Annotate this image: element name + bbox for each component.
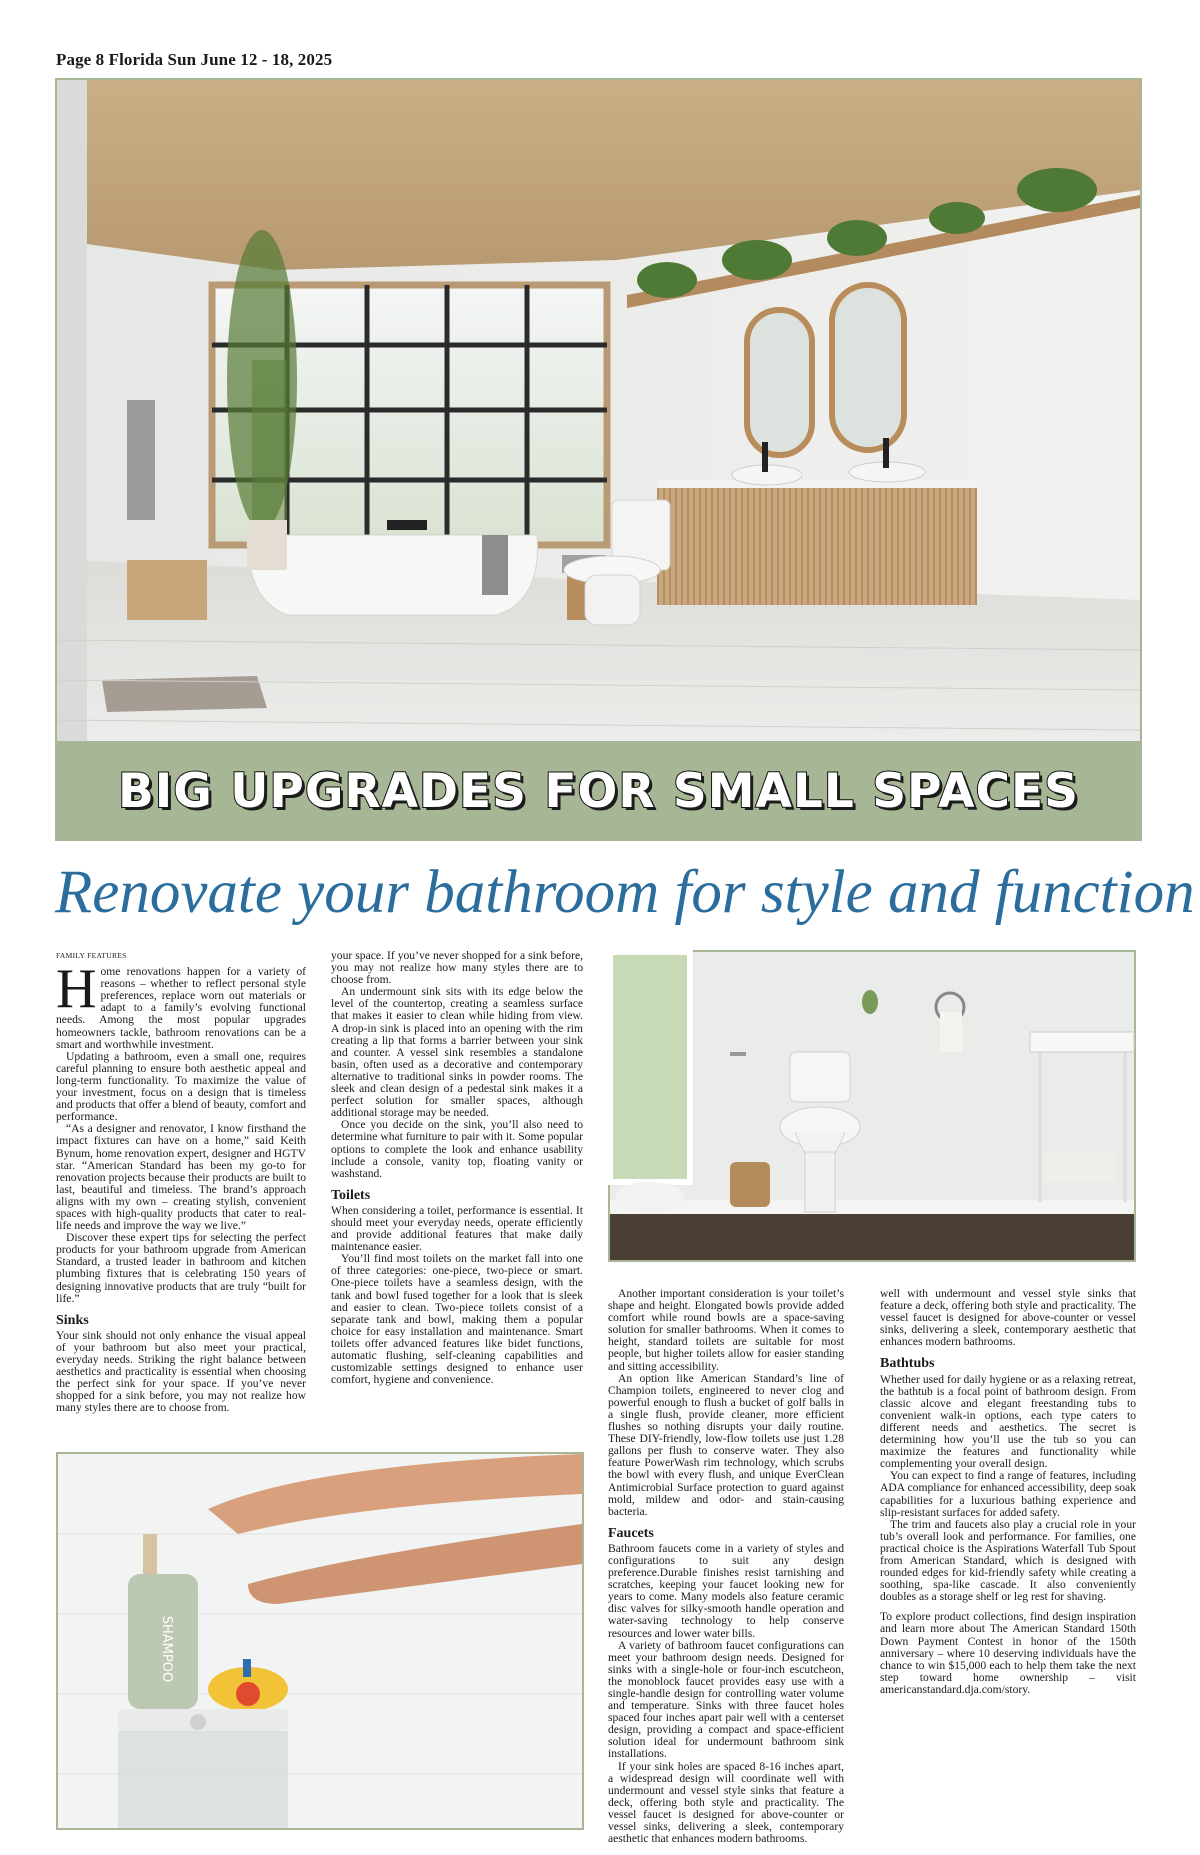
article-column-4 (880, 1288, 1136, 1696)
page-headline: BIG UPGRADES FOR SMALL SPACES (117, 763, 1079, 819)
article-column-2 (331, 950, 583, 1386)
bathtubs-heading: Bathtubs (880, 1356, 935, 1372)
hero-bathroom-photo (57, 80, 1140, 741)
shampoo-bottle-label: SHAMPOO (159, 1615, 174, 1683)
toilets-paragraph-1: When considering a toilet, performance is essential. It should meet your everyday needs, operate efficiently and provide additional features that make daily maintenance easier. (331, 1203, 583, 1254)
toilet-sink-photo (608, 950, 1136, 1262)
toilets-paragraph-4: An option like American Standard’s line of Champion toilets, engineered to never clog and powerful enough to flush a bucket of golf balls in a single flush, provide cleaner, more efficient flushes so nothing disrupts your daily routine. These DIY-friendly, low-flow toilets use just 1.28 gallons per flush to conserve water. They also feature PowerWash rim technology, which scrubs the bowl with every flush, and unique EverClean Antimicrobial Surface protection to guard against mold, mildew and odor- and stain-causing bacteria. (608, 1371, 844, 1518)
sinks-heading: Sinks (56, 1312, 89, 1328)
faucets-paragraph-3: If your sink holes are spaced 8-16 inches apart, a widespread design will coordinate well with undermount and vessel style sinks that feature a deck, offering both style and practicality. The vessel faucet is designed for above-counter or vessel sinks, delivering a sleek, contemporary aesthetic that enhances modern bathrooms. (608, 1759, 844, 1846)
dropcap: H (56, 958, 97, 1021)
bathtubs-paragraph-1: Whether used for daily hygiene or as a relaxing retreat, the bathtub is a focal point of bathroom design. From classic alcove and elegant freestanding tubs to convenient walk-in options, each type caters to different needs and aesthetics. The secret is determining how you’ll use the tub so you can maximize the features and functionality while complementing your overall design. (880, 1372, 1136, 1471)
sinks-paragraph-1-continued: your space. If you’ve never shopped for a sink before, you may not realize how many styles there are to choose from. (331, 949, 583, 987)
faucets-heading: Faucets (608, 1525, 654, 1541)
intro-paragraph-1: Home renovations happen for a variety of reasons – whether to reflect personal style preferences, replace worn out materials or adapt to a family’s evolving functional needs. Among the most popular upgrades homeowners tackle, bathroom renovations can be a smart and worthwhile investment. (56, 958, 306, 1051)
sinks-paragraph-2: An undermount sink sits with its edge below the level of the countertop, creating a seamless surface that makes it easier to clean while hiding from view. A drop-in sink is placed into an opening with the rim creating a lip that forms a barrier between your sink and counter. A vessel sink resembles a standalone basin, often used as a decorative and contemporary alternative to traditional sinks in powder rooms. The sleek and clean design of a pedestal sink makes it a perfect solution for smaller spaces, although additional storage may be needed. (331, 985, 583, 1120)
sinks-paragraph-1: Your sink should not only enhance the visual appeal of your bathroom but also meet your practical, everyday needs. Striking the right balance between aesthetics and practicality is essential when choosing the perfect sink for your space. If you’ve never shopped for a sink before, you may not realize how many styles there are to choose from. (56, 1328, 306, 1415)
article-column-3 (608, 1287, 844, 1846)
intro-paragraph-4: Discover these expert tips for selecting the perfect products for your bathroom upgrade from American Standard, a trusted leader in bathroom and kitchen plumbing fixtures that is celebrating 150 years of designing innovative products that are truly “built for life.” (56, 1231, 306, 1305)
faucets-paragraph-3-continued: well with undermount and vessel style sinks that feature a deck, offering both style and practicality. The vessel faucet is designed for above-counter or vessel sinks, delivering a sleek, contemporary aesthetic that enhances modern bathrooms. (880, 1287, 1136, 1349)
shampoo-photo (56, 1452, 584, 1830)
hero-frame (55, 78, 1142, 841)
page-subhead: Renovate your bathroom for style and function (55, 859, 1195, 926)
page-folio: Page 8 Florida Sun June 12 - 18, 2025 (56, 50, 333, 69)
toilets-heading: Toilets (331, 1187, 371, 1203)
faucets-paragraph-2: A variety of bathroom faucet configurations can meet your bathroom design needs. Designed for sinks with a single-hole or four-inch escutcheon, the monoblock faucet provides easy use with a single-handle design for controlling water volume and temperature. Sinks with three faucet holes spaced four inches apart pair well with a centerset design, providing a compact and space-efficient solution ideal for undermount bathroom sink installations. (608, 1638, 844, 1761)
toilets-paragraph-2: You’ll find most toilets on the market fall into one of three categories: one-piece, two-piece or smart. One-piece toilets have a seamless design, with the tank and bowl fused together for a look that is sleek and easier to clean. Two-piece toilets consist of a separate tank and bowl, making them a popular choice for easy installation and maintenance. Smart toilets offer advanced features like bidet functions, automatic flushing, self-cleaning capabilities and customizable settings designed to enhance user comfort, hygiene and convenience. (331, 1252, 583, 1387)
byline-credit: FAMILY FEATURES (56, 951, 127, 960)
bathtubs-paragraph-2: You can expect to find a range of features, including ADA compliance for enhanced accessibility, deep soak capabilities for a luxurious bathing experience and slip-resistant surfaces for added safety. (880, 1469, 1136, 1519)
bathtubs-paragraph-3: The trim and faucets also play a crucial role in your tub’s overall look and performance. For families, one practical choice is the Aspirations Waterfall Tub Spout from American Standard, which is designed with rounded edges for kid-friendly safety while creating a soothing, spa-like cascade. It also conveniently doubles as a storage shelf or leg rest for shaving. (880, 1517, 1136, 1604)
faucets-paragraph-1: Bathroom faucets come in a variety of styles and configurations to suit any design preference.Durable finishes resist tarnishing and scratches, keeping your faucet looking new for years to come. Many models also feature ceramic disc valves for silky-smooth handle operation and water-saving technology to help conserve resources and lower water bills. (608, 1541, 844, 1640)
toilets-paragraph-3: Another important consideration is your toilet’s shape and height. Elongated bowls provide added comfort while round bowls are a space-saving solution for smaller bathrooms. When it comes to height, standard toilets are suitable for most people, but higher toilets allow for easier standing and sitting accessibility. (608, 1287, 844, 1373)
bathtubs-paragraph-4: To explore product collections, find design inspiration and learn more about The American Standard 150th Down Payment Contest in honor of the 150th anniversary – where 10 deserving individuals have the chance to win $15,000 each to help them take the next step toward home ownership – visit americanstandard.dja.com/story. (880, 1610, 1136, 1696)
headline-band (55, 741, 1142, 841)
intro-paragraph-3: “As a designer and renovator, I know firsthand the impact fixtures can have on a home,” said Keith Bynum, home renovation expert, designer and HGTV star. “American Standard has been my go-to for renovation projects because their products are built to last, beautiful and timeless. The brand’s approach aligns with my own – creating stylish, convenient spaces with high-quality products that cater to real-life needs and improve the way we live.” (56, 1122, 306, 1233)
intro-paragraph-2: Updating a bathroom, even a small one, requires careful planning to ensure both aesthetic appeal and long-term functionality. To maximize the value of your investment, focus on a design that is timeless and products that offer a blend of beauty, comfort and performance. (56, 1049, 306, 1124)
article-column-1 (56, 950, 306, 1415)
sinks-paragraph-3: Once you decide on the sink, you’ll also need to determine what furniture to pair with it. Some popular options to complete the look and enhance usability include a console, vanity top, floating vanity or washstand. (331, 1118, 583, 1180)
